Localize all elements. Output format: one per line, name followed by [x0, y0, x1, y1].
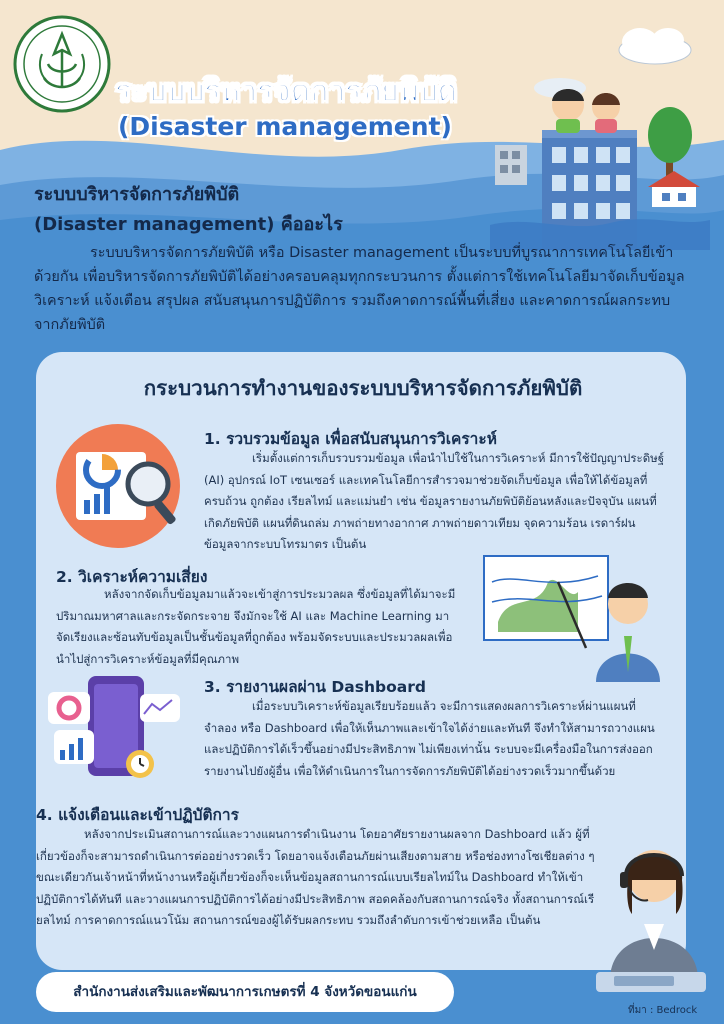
step1-body: เริ่มตั้งแต่การเก็บรวบรวมข้อมูล เพื่อนำไปใช้ในการวิเคราะห์ มีการใช้ปัญญาประดิษฐ์ (AI) อุปกรณ์ IoT เซนเซอร์ และเทคโนโลยีการสำรวจมาช่วยจัดเก็บข้อมูล เพื่อให้ได้ข้อมูลที่ครบถ้วน ถูกต้อง เรียลไทม์ และแม่นยำ เช่น ข้อมูลรายงานภัยพิบัติย้อนหลังและปัจจุบัน แผนที่เกิดภัยพิบัติ แผนที่ดินถล่ม ภาพถ่ายทางอากาศ ภาพถ่ายดาวเทียม จุดความร้อน เรดาร์ฝน ข้อมูลจากระบบโทรมาตร เป็นต้น: [204, 451, 665, 551]
step2-body: หลังจากจัดเก็บข้อมูลมาแล้วจะเข้าสู่การประมวลผล ซึ่งข้อมูลที่ได้มาจะมีปริมาณมหาศาลและกระจัดกระจาย จึงมักจะใช้ AI และ Machine Learning มาจัดเรียงและซ้อนทับข้อมูลเป็นชั้นข้อมูลที่ถูกต้อง พร้อมจัดระบบและประมวลผลเพื่อนำไปสู่การวิเคราะห์ข้อมูลที่มีคุณภาพ: [56, 587, 456, 666]
step4-body: หลังจากประเมินสถานการณ์และวางแผนการดำเนินงาน โดยอาศัยรายงานผลจาก Dashboard แล้ว ผู้ที่เกี่ยวข้องก็จะสามารถดำเนินการต่ออย่างรวดเร็ว โดยอาจแจ้งเตือนภัยผ่านเสียงตามสาย หรือช่องทางโซเชียลต่าง ๆ ขณะเดียวกันเจ้าหน้าที่หน้างานหรือผู้เกี่ยวข้องก็จะเห็นข้อมูลสถานการณ์แบบเรียลไทม์ใน Dashboard ทำให้เข้าปฏิบัติการได้ทันที และวางแผนการปฏิบัติการได้อย่างมีประสิทธิภาพ สอดคล้องกับสถานการณ์จริง ทั้งสถานการณ์เรียลไทม์ การคาดการณ์แนวโน้ม สถานการณ์ของผู้ได้รับผลกระทบ รวมถึงลำดับการเข้าช่วยเหลือ เป็นต้น: [36, 827, 595, 927]
step3-body: เมื่อระบบวิเคราะห์ข้อมูลเรียบร้อยแล้ว จะมีการแสดงผลการวิเคราะห์ผ่านแผนที่จำลอง หรือ Dashboard เพื่อให้เห็นภาพและเข้าใจได้ง่ายและทันที จึงทำให้สามารถวางแผนและปฏิบัติการได้เร็วขึ้นอย่างมีประสิทธิภาพ ไม่เพียงเท่านั้น ระบบจะมีเครื่องมือในการส่งออกรายงานไปยังผู้อื่น เพื่อให้ดำเนินการในการจัดการภัยพิบัติได้อย่างรวดเร็วมากขึ้นด้วย: [204, 699, 655, 778]
step1-heading: 1. รวบรวมข้อมูล เพื่อสนับสนุนการวิเคราะห์: [204, 430, 497, 448]
step3-heading: 3. รายงานผลผ่าน Dashboard: [204, 678, 426, 696]
intro-heading: [34, 180, 474, 240]
dashboard-illustration: [44, 672, 184, 784]
page-subtitle: (Disaster management): [118, 112, 452, 141]
intro-paragraph: ระบบบริหารจัดการภัยพิบัติ หรือ Disaster management เป็นระบบที่บูรณาการเทคโนโลยีเข้าด้วยกัน เพื่อบริหารจัดการภัยพิบัติได้อย่างครอบคลุมทุกกระบวนการ ตั้งแต่การใช้เทคโนโลยีมาจัดเก็บข้อมูล วิเคราะห์ แจ้งเตือน สรุปผล สนับสนุนการปฏิบัติการ รวมถึงคาดการณ์พื้นที่เสี่ยง และคาดการณ์ผลกระทบจากภัยพิบัติ: [34, 245, 685, 333]
source-credit: ที่มา : Bedrock: [628, 1005, 698, 1016]
department-seal-logo: [12, 14, 112, 114]
flood-building-illustration: [490, 75, 710, 250]
call-center-operator-illustration: [596, 840, 706, 1000]
step2-heading: 2. วิเคราะห์ความเสี่ยง: [56, 568, 208, 586]
page-title: ระบบบริหารจัดการภัยพิบัติ: [115, 74, 458, 109]
organization-footer: สำนักงานส่งเสริมและพัฒนาการเกษตรที่ 4 จังหวัดขอนแก่น: [36, 972, 454, 1012]
step4-heading: 4. แจ้งเตือนและเข้าปฏิบัติการ: [36, 806, 239, 824]
cloud-icon: [619, 28, 691, 64]
intro-heading-line1: ระบบบริหารจัดการภัยพิบัติ: [34, 184, 240, 205]
process-title: กระบวนการทำงานของระบบบริหารจัดการภัยพิบัติ: [143, 376, 583, 400]
data-analysis-illustration: [52, 420, 192, 552]
intro-heading-line2: (Disaster management) คืออะไร: [34, 214, 343, 235]
weather-presenter-illustration: [478, 552, 676, 682]
